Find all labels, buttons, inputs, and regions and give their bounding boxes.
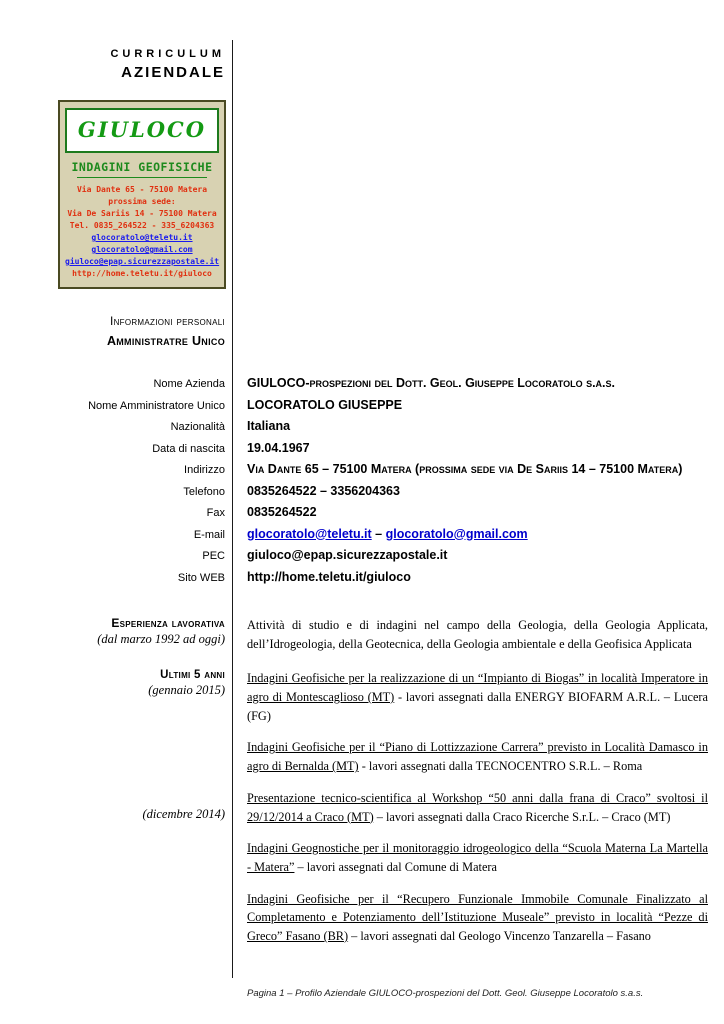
info-label: Nome Amministratore Unico bbox=[88, 399, 225, 412]
dicembre-header bbox=[0, 789, 225, 959]
info-label: Nazionalità bbox=[170, 421, 225, 433]
logo-address-line: http://home.teletu.it/giuloco bbox=[72, 269, 212, 278]
document-header bbox=[0, 48, 225, 81]
logo-address-line: Via De Sariis 14 - 75100 Matera bbox=[67, 209, 217, 218]
section-title-esperienza: Esperienza lavorativa bbox=[111, 616, 225, 630]
info-row bbox=[0, 505, 724, 527]
info-value: 0835264522 – 3356204363 bbox=[247, 483, 400, 498]
info-label: Nome Azienda bbox=[153, 378, 225, 390]
experience-intro-cell bbox=[247, 616, 724, 669]
entry-underlined-text: Presentazione tecnico-scientifica al Workshop “50 anni dalla frana di Craco” svoltosi il 29/12/2014 a Craco (MT) bbox=[247, 790, 708, 824]
header-aziendale: AZIENDALE bbox=[121, 64, 225, 81]
info-value: GIULOCO-prospezioni del Dott. Geol. Giuseppe Locoratolo s.a.s. bbox=[247, 376, 615, 390]
entry-underlined-text: Indagini Geofisiche per il “Recupero Funzionale Immobile Comunale Finalizzato al Completamento e Potenziamento dell’Istituzione Museale” previsto in località “Pezze di Greco” Fasano (BR) bbox=[247, 891, 708, 943]
logo-divider bbox=[77, 177, 206, 178]
info-row bbox=[0, 548, 724, 570]
info-value: Via Dante 65 – 75100 Matera (prossima sede via De Sariis 14 – 75100 Matera) bbox=[247, 462, 683, 476]
logo-address-lines bbox=[65, 184, 219, 280]
info-row bbox=[0, 376, 724, 398]
entries-group-1 bbox=[247, 669, 724, 788]
entry-underlined-text: Indagini Geofisiche per il “Piano di Lottizzazione Carrera” previsto in Località Damasco in agro di Bernalda (MT) bbox=[247, 740, 708, 774]
info-label: Sito WEB bbox=[177, 571, 225, 584]
experience-header bbox=[0, 616, 225, 669]
info-row bbox=[0, 419, 724, 441]
info-value: LOCORATOLO GIUSEPPE bbox=[247, 397, 403, 412]
subsection-date-dicembre-2014: (dicembre 2014) bbox=[142, 806, 225, 821]
experience-group2-row bbox=[0, 789, 724, 959]
info-value: 19.04.1967 bbox=[247, 440, 310, 455]
section-title-informazioni: Informazioni personali bbox=[109, 314, 225, 328]
info-value: Italiana bbox=[247, 419, 291, 433]
experience-group1-row bbox=[0, 669, 724, 788]
info-label: Fax bbox=[206, 507, 225, 519]
entry-underlined-text: Indagini Geognostiche per il monitoraggio idrogeologico della “Scuola Materna La Martella - Matera” bbox=[247, 841, 708, 874]
logo-address-line: prossima sede: bbox=[108, 197, 176, 206]
experience-entry bbox=[247, 669, 708, 725]
experience-entry bbox=[247, 738, 708, 775]
experience-entry bbox=[247, 839, 708, 876]
ultimi-anni-header bbox=[0, 669, 225, 788]
info-label: Telefono bbox=[183, 485, 225, 498]
entry-text: - lavori assegnati dalla ENERGY BIOFARM A.R.L. – Lucera (FG) bbox=[247, 690, 708, 723]
experience-entry bbox=[247, 890, 708, 946]
entry-underlined-text: Indagini Geofisiche per la realizzazione di un “Impianto di Biogas” in località Imperatore in agro di Montescaglioso (MT) bbox=[247, 671, 708, 705]
subsection-title-ultimi-5-anni: Ultimi 5 anni bbox=[160, 669, 225, 682]
logo-contact-link[interactable]: giuloco@epap.sicurezzapostale.it bbox=[65, 257, 220, 266]
logo-subtitle: INDAGINI GEOFISICHE bbox=[71, 160, 213, 174]
info-label: Data di nascita bbox=[152, 442, 225, 455]
personal-info-header bbox=[0, 314, 225, 348]
entry-text: – lavori assegnati dal Geologo Vincenzo Tanzarella – Fasano bbox=[348, 928, 651, 943]
header-curriculum: CURRICULUM bbox=[110, 48, 225, 60]
entry-text: – lavori assegnati dal Comune di Matera bbox=[294, 859, 497, 874]
experience-intro-paragraph: Attività di studio e di indagini nel campo della Geologia, della Geologia Applicata, dell’Idrogeologia, della Geotecnica, della Geologia ambientale e della Geofisica Applicata bbox=[247, 618, 708, 651]
info-value: http://home.teletu.it/giuloco bbox=[247, 569, 411, 584]
link-separator: – bbox=[371, 526, 386, 541]
info-row bbox=[0, 462, 724, 484]
logo-name-band bbox=[65, 108, 219, 153]
info-row bbox=[0, 527, 724, 549]
email-link[interactable]: glocoratolo@gmail.com bbox=[385, 526, 528, 541]
logo-address-line: Via Dante 65 - 75100 Matera bbox=[76, 185, 208, 194]
logo-company-name: GIULOCO bbox=[77, 117, 207, 142]
info-row bbox=[0, 398, 724, 420]
entries-group-2 bbox=[247, 789, 724, 959]
logo-contact-link[interactable]: glocoratolo@teletu.it bbox=[91, 233, 193, 242]
info-label: E-mail bbox=[193, 528, 225, 541]
info-value bbox=[247, 527, 724, 541]
entry-text: – lavori assegnati dalla Craco Ricerche S.r.L. – Craco (MT) bbox=[373, 809, 671, 824]
entry-text: - lavori assegnati dalla TECNOCENTRO S.R.L. – Roma bbox=[358, 759, 643, 774]
info-value: 0835264522 bbox=[247, 505, 317, 519]
subsection-date-gennaio-2015: (gennaio 2015) bbox=[148, 683, 225, 698]
experience-period: (dal marzo 1992 ad oggi) bbox=[97, 632, 225, 646]
info-label: Indirizzo bbox=[184, 464, 225, 476]
info-value: giuloco@epap.sicurezzapostale.it bbox=[247, 548, 448, 562]
experience-entry bbox=[247, 789, 708, 826]
personal-info-rows bbox=[0, 376, 724, 591]
page-footer: Pagina 1 – Profilo Aziendale GIULOCO-prospezioni del Dott. Geol. Giuseppe Locoratolo s.a.s. bbox=[247, 988, 644, 999]
experience-intro-row bbox=[0, 616, 724, 669]
logo-contact-link[interactable]: glocoratolo@gmail.com bbox=[91, 245, 193, 254]
experience-section bbox=[0, 616, 724, 959]
logo-address-line: Tel. 0835_264522 - 335_6204363 bbox=[69, 221, 215, 230]
info-row bbox=[0, 484, 724, 506]
info-label: PEC bbox=[202, 550, 225, 562]
info-row bbox=[0, 441, 724, 463]
info-row bbox=[0, 570, 724, 592]
section-subtitle-amministratore: Amministratre Unico bbox=[106, 334, 225, 348]
company-logo bbox=[58, 100, 226, 289]
email-link[interactable]: glocoratolo@teletu.it bbox=[247, 526, 372, 541]
